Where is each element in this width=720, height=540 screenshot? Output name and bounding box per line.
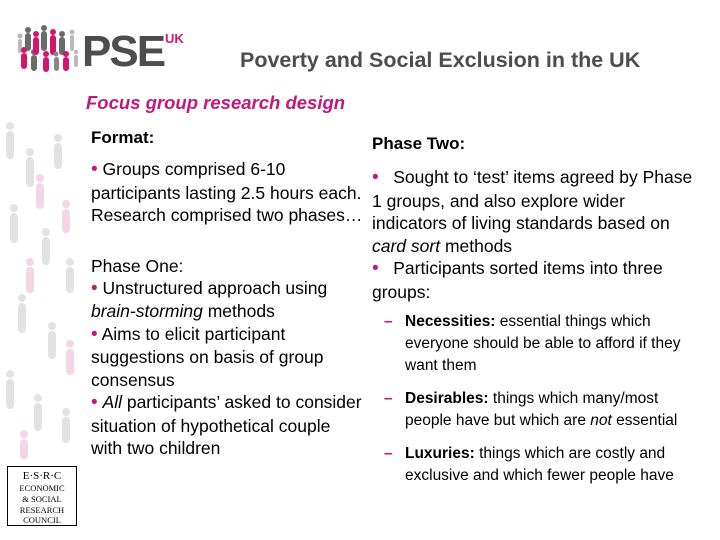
pse-logo-text: PSE [82,27,165,76]
groups-list [372,311,702,487]
dash-icon: – [384,445,393,462]
phase-one-bullet: • Unstructured approach using brain-storming methods [91,277,328,321]
left-column [91,128,363,460]
header-title: Poverty and Social Exclusion in the UK [240,48,641,72]
esrc-line-3: & SOCIAL [22,494,62,504]
format-text: • Groups comprised 6-10 participants lasting 2.5 hours each. Research comprised two phases… [91,159,363,225]
phase-one-bullet: • Aims to elicit participant suggestions on basis of group consensus [91,323,324,390]
header [0,0,720,95]
bullet-icon: • [91,277,98,299]
bullet-icon: • [91,159,98,180]
dash-icon: – [384,390,393,407]
phase-two-heading: Phase Two: [372,134,466,153]
phase-two-bullet: • Participants sorted items into three groups: [372,258,663,302]
bullet-icon: • [372,258,379,279]
people-group-icon [14,22,80,74]
esrc-line-1: E·S·R·C [22,470,62,482]
right-column [372,130,702,487]
group-necessities: – Necessities: essential things which everyone should be able to afford if they want them [384,313,681,374]
phase-one-bullet: • All participants’ asked to consider situation of hypothetical couple with two children [91,392,362,458]
bullet-icon: • [91,323,98,345]
esrc-line-4: RESEARCH [19,505,65,515]
group-desirables: – Desirables: things which many/most people have but which are not essential [384,390,678,429]
decorative-figures-icon [0,112,80,462]
esrc-logo [7,466,77,526]
phase-one-heading: Phase One: [91,255,184,276]
dash-icon: – [384,313,393,330]
group-luxuries: – Luxuries: things which are costly and exclusive and which fewer people have [384,445,674,484]
bullet-icon: • [91,392,98,413]
section-title: Focus group research design [86,92,346,113]
esrc-line-2: ECONOMIC [19,483,65,493]
pse-logo-uk: UK [165,31,184,46]
bullet-icon: • [372,167,379,188]
phase-two-bullet: • Sought to ‘test’ items agreed by Phase 1 groups, and also explore wider indicators of living standards based on card sort methods [372,167,693,256]
esrc-line-5: COUNCIL [23,515,61,525]
format-heading: Format: [91,128,155,147]
